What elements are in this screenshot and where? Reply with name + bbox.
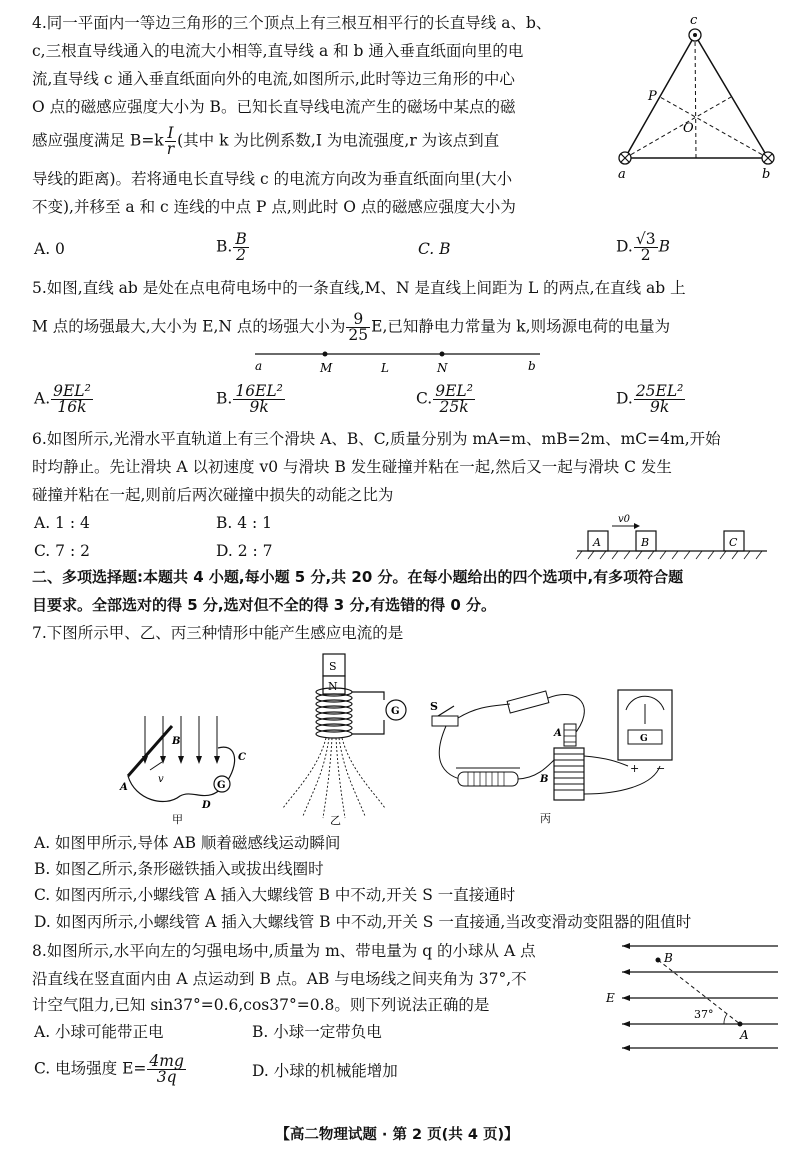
q5-option-d-den: 9k [649, 398, 670, 416]
label-v: v [158, 774, 164, 785]
q4-option-d-den: 2 [640, 246, 651, 264]
section-2-line-2: 目要求。全部选对的得 5 分,选对但不全的得 3 分,有选错的得 0 分。 [32, 596, 497, 614]
q4-line-4: O 点的磁感应强度大小为 B。已知长直导线电流产生的磁场中某点的磁 [32, 98, 516, 116]
small-solenoid-a [564, 724, 576, 746]
label-c: c [690, 13, 698, 28]
q5-line-2-suffix: E,已知静电力常量为 k,则场源电荷的电量为 [371, 317, 671, 336]
q4-line-6: 导线的距离)。若将通电长直导线 c 的电流方向改为垂直纸面向里(大小 [32, 170, 513, 188]
point-m [323, 352, 328, 357]
q4-formula-fraction [165, 126, 176, 157]
label-p: P [648, 89, 657, 104]
q6-option-d: D. 2 : 7 [216, 542, 273, 560]
conductor-ab [128, 726, 172, 776]
q4-option-c: C. B [418, 240, 451, 258]
triangle-outline [625, 35, 768, 158]
label-n: N [437, 361, 448, 375]
large-solenoid-b [554, 748, 584, 800]
q4-triangle-figure [610, 10, 790, 185]
q5-option-c [416, 384, 476, 415]
q5-option-c-prefix: C. [416, 389, 433, 408]
q4-option-d [616, 232, 670, 263]
label-minus: − [656, 762, 666, 775]
battery-icon [507, 691, 549, 713]
label-a: a [255, 359, 263, 373]
q4-line-5 [32, 126, 499, 157]
q8-option-c-num: 4mg [149, 1052, 184, 1070]
label-g: G [217, 780, 226, 791]
q7-option-a: A. 如图甲所示,导体 AB 顺着磁感线运动瞬间 [34, 834, 341, 852]
label-b: b [762, 167, 771, 182]
q7-option-b: B. 如图乙所示,条形磁铁插入或拔出线圈时 [34, 860, 324, 878]
q7-figure-bing [428, 666, 688, 826]
q5-line-figure [250, 344, 550, 376]
q7-figure-yi [278, 648, 420, 826]
figure-label-jia: 甲 [172, 813, 183, 826]
q4-option-b [216, 232, 250, 263]
q5-option-c-num: 9EL² [435, 382, 473, 400]
q8-option-b: B. 小球一定带负电 [252, 1023, 382, 1041]
triangle-medians [625, 35, 768, 158]
q4-option-b-prefix: B. [216, 237, 233, 256]
label-n: N [328, 680, 338, 693]
q4-formula-den: r [166, 140, 175, 158]
point-n [440, 352, 445, 357]
q8-line-1: 8.如图所示,水平向左的匀强电场中,质量为 m、带电量为 q 的小球从 A 点 [32, 942, 536, 960]
label-b: b [528, 359, 536, 373]
label-g: G [391, 706, 400, 717]
q5-option-d-prefix: D. [616, 389, 633, 408]
q5-option-a-prefix: A. [34, 389, 51, 408]
q5-line-1: 5.如图,直线 ab 是处在点电荷电场中的一条直线,M、N 是直线上间距为 L 的两点,在直线 ab 上 [32, 279, 686, 297]
point-b [656, 958, 661, 963]
label-angle: 37° [694, 1008, 714, 1021]
label-c: C [729, 536, 738, 549]
q4-line-7: 不变),并移至 a 和 c 连线的中点 P 点,则此时 O 点的磁感应强度大小为 [32, 198, 516, 216]
track-hatching [576, 551, 762, 559]
label-b: B [172, 736, 181, 747]
q6-line-3: 碰撞并粘在一起,则前后两次碰撞中损失的动能之比为 [32, 486, 394, 504]
q5-line-2-prefix: M 点的场强最大,大小为 E,N 点的场强大小为 [32, 317, 346, 336]
q6-track-figure [572, 508, 772, 568]
q5-option-b-num: 16EL² [235, 382, 283, 400]
label-a: A [593, 536, 601, 549]
q5-option-a-den: 16k [57, 398, 87, 416]
q4-line-1: 4.同一平面内一等边三角形的三个顶点上有三根互相平行的长直导线 a、b、 [32, 14, 552, 32]
label-a: a [618, 167, 626, 182]
q5-option-a-num: 9EL² [53, 382, 91, 400]
label-o: O [683, 121, 694, 136]
q8-option-d: D. 小球的机械能增加 [252, 1062, 398, 1080]
electric-field-lines [622, 946, 778, 1048]
q4-option-a: A. 0 [34, 240, 65, 258]
q6-line-2: 时均静止。先让滑块 A 以初速度 v0 与滑块 B 发生碰撞并粘在一起,然后又一起与滑块 C 发生 [32, 458, 672, 476]
q5-fraction-num: 9 [346, 312, 370, 328]
q8-option-a: A. 小球可能带正电 [34, 1023, 164, 1041]
q6-option-b: B. 4 : 1 [216, 514, 273, 532]
label-s: S [329, 660, 337, 673]
q5-option-b-prefix: B. [216, 389, 233, 408]
q7-option-c: C. 如图丙所示,小螺线管 A 插入大螺线管 B 中不动,开关 S 一直接通时 [34, 886, 516, 904]
q4-option-b-den: 2 [236, 246, 246, 264]
q5-option-b-den: 9k [249, 398, 269, 416]
q7-figure-jia [110, 708, 250, 826]
q5-option-a [34, 384, 94, 415]
q4-option-d-prefix: D. [616, 237, 633, 256]
q8-option-c [34, 1054, 187, 1085]
velocity-arrow [150, 762, 162, 770]
section-2-line-1: 二、多项选择题:本题共 4 小题,每小题 5 分,共 20 分。在每小题给出的四个选项中,有多项符合题 [32, 568, 684, 586]
q4-option-d-num: √3 [635, 230, 656, 248]
galvanometer-meter-icon [618, 690, 672, 760]
label-a: A [554, 728, 562, 739]
q5-line-2 [32, 312, 670, 343]
q7-option-d: D. 如图丙所示,小螺线管 A 插入大螺线管 B 中不动,开关 S 一直接通,当改变滑动变阻器的阻值时 [34, 913, 692, 931]
label-a: A [120, 782, 128, 793]
label-b: B [664, 951, 673, 965]
label-e: E [606, 991, 615, 1005]
q5-option-d [616, 384, 686, 415]
label-plus: + [630, 762, 640, 775]
q4-option-d-suffix: B [658, 237, 670, 256]
q4-formula-num: I [165, 126, 176, 142]
q8-option-c-den: 3q [156, 1068, 177, 1086]
q7-stem: 7.下图所示甲、乙、丙三种情形中能产生感应电流的是 [32, 624, 404, 642]
wire-bottom [352, 720, 384, 734]
field-lines [283, 738, 385, 818]
q5-option-c-den: 25k [439, 398, 469, 416]
q4-line-3: 流,直导线 c 通入垂直纸面向外的电流,如图所示,此时等边三角形的中心 [32, 70, 515, 88]
page-footer: 【高二物理试题 · 第 2 页(共 4 页)】 [275, 1127, 519, 1143]
label-s: S [430, 700, 438, 713]
q6-option-c: C. 7 : 2 [34, 542, 90, 560]
q4-line-5-text: (其中 k 为比例系数,I 为电流强度,r 为该点到直 [177, 131, 500, 150]
q5-fraction-den: 25 [348, 326, 369, 344]
figure-label-bing: 丙 [540, 812, 551, 825]
q8-field-figure [600, 938, 782, 1058]
label-a: A [740, 1028, 749, 1042]
magnetic-field-lines [145, 716, 217, 758]
figure-label-yi: 乙 [330, 814, 341, 826]
label-b: B [540, 774, 549, 785]
q8-line-3: 计空气阻力,已知 sin37°=0.6,cos37°=0.8。则下列说法正确的是 [32, 996, 490, 1014]
point-a [738, 1022, 743, 1027]
label-d: D [202, 800, 211, 811]
q4-formula-prefix: 感应强度满足 B=k [32, 131, 164, 150]
coil-icon [316, 688, 352, 738]
label-c: C [238, 752, 246, 763]
rheostat-icon [456, 768, 520, 786]
switch-icon [432, 716, 458, 726]
q4-line-2: c,三根直导线通入的电流大小相等,直导线 a 和 b 通入垂直纸面向里的电 [32, 42, 524, 60]
label-v0: v0 [618, 514, 631, 525]
label-g: G [640, 734, 648, 744]
q6-option-a: A. 1 : 4 [34, 514, 90, 532]
q8-option-c-prefix: C. 电场强度 E= [34, 1059, 147, 1078]
q8-line-2: 沿直线在竖直面内由 A 点运动到 B 点。AB 与电场线之间夹角为 37°,不 [32, 970, 527, 988]
q5-option-b [216, 384, 286, 415]
q4-option-b-num: B [235, 230, 247, 248]
label-l: L [381, 361, 389, 375]
wire-top [352, 692, 384, 700]
label-m: M [320, 361, 333, 375]
q5-option-d-num: 25EL² [635, 382, 684, 400]
q6-line-1: 6.如图所示,光滑水平直轨道上有三个滑块 A、B、C,质量分别为 mA=m、mB=2m、mC=4m,开始 [32, 430, 721, 448]
angle-arc [724, 1014, 727, 1024]
label-b: B [641, 536, 650, 549]
